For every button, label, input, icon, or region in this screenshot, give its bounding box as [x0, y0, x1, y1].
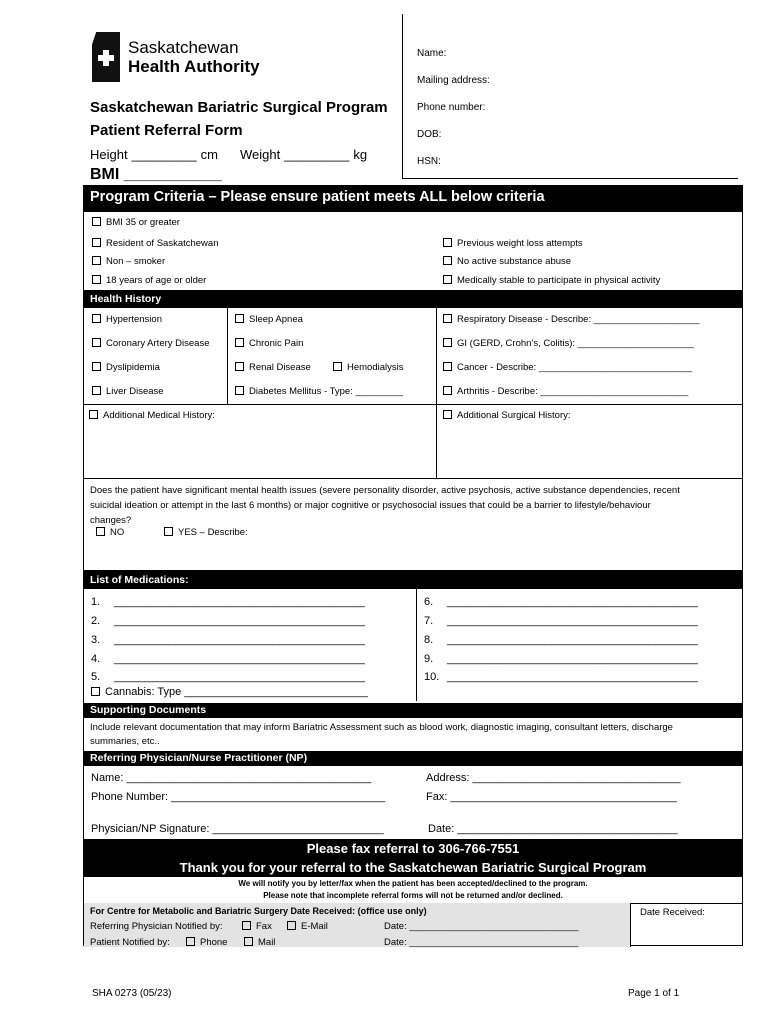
condition-item[interactable]: Chronic Pain	[235, 338, 303, 349]
checkbox-icon[interactable]	[443, 386, 452, 395]
health-cross-icon	[92, 32, 120, 82]
physician-fax-field[interactable]: Fax: _____________________________________	[426, 791, 677, 803]
patient-phone-field[interactable]: Phone number:	[417, 102, 486, 113]
checkbox-icon[interactable]	[242, 921, 251, 930]
logo-line2: Health Authority	[128, 57, 260, 76]
condition-item[interactable]: Cancer - Describe: _____________________________	[443, 362, 692, 373]
notify-email[interactable]: E-Mail	[287, 921, 328, 932]
criteria-item[interactable]: Previous weight loss attempts	[443, 238, 583, 249]
patient-address-field[interactable]: Mailing address:	[417, 75, 490, 86]
checkbox-icon[interactable]	[235, 386, 244, 395]
checkbox-icon[interactable]	[443, 314, 452, 323]
condition-item[interactable]: Renal Disease	[235, 362, 311, 373]
condition-item[interactable]: Hypertension	[92, 314, 162, 325]
checkbox-icon[interactable]	[92, 386, 101, 395]
criteria-item[interactable]: Medically stable to participate in physical activity	[443, 275, 660, 286]
checkbox-icon[interactable]	[92, 217, 101, 226]
checkbox-icon[interactable]	[443, 362, 452, 371]
checkbox-icon[interactable]	[244, 937, 253, 946]
checkbox-icon[interactable]	[333, 362, 342, 371]
referring-notified-label: Referring Physician Notified by:	[90, 921, 223, 932]
checkbox-icon[interactable]	[443, 256, 452, 265]
condition-item[interactable]: Coronary Artery Disease	[92, 338, 209, 349]
notify-fax[interactable]: Fax	[242, 921, 272, 932]
checkbox-icon[interactable]	[235, 314, 244, 323]
page-number: Page 1 of 1	[628, 988, 680, 999]
bmi-field[interactable]: ___________	[123, 166, 222, 183]
checkbox-icon[interactable]	[92, 338, 101, 347]
physician-address-field[interactable]: Address: __________________________________	[426, 772, 681, 784]
medication-line[interactable]: 6. _________________________________________	[424, 596, 698, 608]
patient-dob-field[interactable]: DOB:	[417, 129, 442, 140]
criteria-item[interactable]: 18 years of age or older	[92, 275, 206, 286]
notify-mail[interactable]: Mail	[244, 937, 275, 948]
supporting-docs-header: Supporting Documents	[84, 703, 742, 718]
referring-notified-date[interactable]: Date: ________________________________	[384, 921, 579, 932]
health-history-header: Health History	[84, 290, 742, 308]
criteria-item[interactable]: Resident of Saskatchewan	[92, 238, 218, 249]
mental-health-yes[interactable]: YES – Describe:	[164, 527, 248, 538]
medication-line[interactable]: 7. _________________________________________	[424, 615, 698, 627]
criteria-header: Program Criteria – Please ensure patient meets ALL below criteria	[84, 186, 742, 212]
height-weight-row: Height _________ cm Weight _________ kg	[90, 147, 368, 162]
fax-banner: Please fax referral to 306-766-7551 Thank you for your referral to the Saskatchewan Bariatric Surgical Program	[84, 839, 742, 877]
medication-line[interactable]: 4. _________________________________________	[91, 653, 365, 665]
supporting-docs-text: Include relevant documentation that may inform Bariatric Assessment such as blood work, diagnostic imaging, consultant letters, discharge summaries, etc..	[90, 722, 673, 747]
patient-hsn-field[interactable]: HSN:	[417, 156, 441, 167]
condition-item[interactable]: Liver Disease	[92, 386, 164, 397]
medication-line[interactable]: 2. _________________________________________	[91, 615, 365, 627]
logo-line1: Saskatchewan	[128, 38, 239, 57]
criteria-item[interactable]: BMI 35 or greater	[92, 217, 180, 228]
checkbox-icon[interactable]	[443, 275, 452, 284]
additional-surgical-history[interactable]: Additional Surgical History:	[443, 410, 571, 421]
criteria-item[interactable]: Non – smoker	[92, 256, 165, 267]
checkbox-icon[interactable]	[235, 338, 244, 347]
bmi-row: BMI ___________	[90, 166, 222, 183]
physician-signature-field[interactable]: Physician/NP Signature: ____________________________	[91, 823, 384, 835]
checkbox-icon[interactable]	[186, 937, 195, 946]
condition-item[interactable]: Diabetes Mellitus - Type: _________	[235, 386, 403, 397]
checkbox-icon[interactable]	[91, 687, 100, 696]
condition-item[interactable]: Dyslipidemia	[92, 362, 160, 373]
patient-info-box	[402, 14, 738, 179]
patient-notified-label: Patient Notified by:	[90, 937, 170, 948]
condition-item[interactable]: GI (GERD, Crohn’s, Colitis): ______________________	[443, 338, 694, 349]
physician-phone-field[interactable]: Phone Number: ___________________________________	[91, 791, 386, 803]
referring-header: Referring Physician/Nurse Practitioner (NP)	[84, 751, 742, 766]
medication-line[interactable]: 9. _________________________________________	[424, 653, 698, 665]
checkbox-icon[interactable]	[287, 921, 296, 930]
checkbox-icon[interactable]	[443, 238, 452, 247]
form-number: SHA 0273 (05/23)	[92, 988, 172, 999]
checkbox-icon[interactable]	[92, 362, 101, 371]
checkbox-icon[interactable]	[443, 338, 452, 347]
height-field[interactable]: _________	[131, 147, 197, 162]
weight-field[interactable]: _________	[284, 147, 350, 162]
medication-line[interactable]: 1. _________________________________________	[91, 596, 365, 608]
hemodialysis-item[interactable]: Hemodialysis	[333, 362, 404, 373]
checkbox-icon[interactable]	[235, 362, 244, 371]
mental-health-question: Does the patient have significant mental health issues (severe personality disorder, active psychosis, active substance dependencies, recent suicidal ideation or attempt in the last 6 months) or major cognitive or psychosocial issues that could be a barrier to lifestyle/behaviour changes?	[90, 485, 680, 526]
fax-number: Please fax referral to 306-766-7551	[306, 841, 520, 856]
checkbox-icon[interactable]	[443, 410, 452, 419]
condition-item[interactable]: Arthritis - Describe: ____________________________	[443, 386, 688, 397]
medication-line[interactable]: 8. _________________________________________	[424, 634, 698, 646]
physician-name-field[interactable]: Name: ________________________________________	[91, 772, 372, 784]
medication-line[interactable]: 10. _________________________________________	[424, 671, 698, 683]
checkbox-icon[interactable]	[92, 238, 101, 247]
medications-header: List of Medications:	[84, 570, 742, 589]
patient-notified-date[interactable]: Date: ________________________________	[384, 937, 579, 948]
checkbox-icon[interactable]	[164, 527, 173, 536]
checkbox-icon[interactable]	[92, 275, 101, 284]
condition-item[interactable]: Respiratory Disease - Describe: ____________________	[443, 314, 699, 325]
patient-name-field[interactable]: Name:	[417, 48, 447, 59]
form-title: Saskatchewan Bariatric Surgical Program Patient Referral Form	[90, 99, 388, 139]
checkbox-icon[interactable]	[89, 410, 98, 419]
medication-line[interactable]: 5. _________________________________________	[91, 671, 365, 683]
notice-text: We will notify you by letter/fax when the patient has been accepted/declined to the program. Please note that incomplete referral forms will not be returned and/or declined.	[238, 879, 588, 900]
mental-health-no[interactable]: NO	[96, 527, 124, 538]
date-received-field[interactable]: Date Received:	[640, 907, 705, 918]
criteria-item[interactable]: No active substance abuse	[443, 256, 571, 267]
checkbox-icon[interactable]	[92, 256, 101, 265]
medication-line[interactable]: 3. _________________________________________	[91, 634, 365, 646]
notify-phone[interactable]: Phone	[186, 937, 227, 948]
cannabis-item[interactable]: Cannabis: Type ______________________________	[91, 686, 368, 698]
condition-item[interactable]: Sleep Apnea	[235, 314, 303, 325]
office-use-title: For Centre for Metabolic and Bariatric Surgery Date Received: (office use only)	[90, 906, 427, 916]
referral-form	[83, 185, 743, 946]
signature-date-field[interactable]: Date: ____________________________________	[428, 823, 678, 835]
checkbox-icon[interactable]	[96, 527, 105, 536]
sha-logo	[92, 32, 260, 82]
checkbox-icon[interactable]	[92, 314, 101, 323]
additional-medical-history[interactable]: Additional Medical History:	[89, 410, 215, 421]
